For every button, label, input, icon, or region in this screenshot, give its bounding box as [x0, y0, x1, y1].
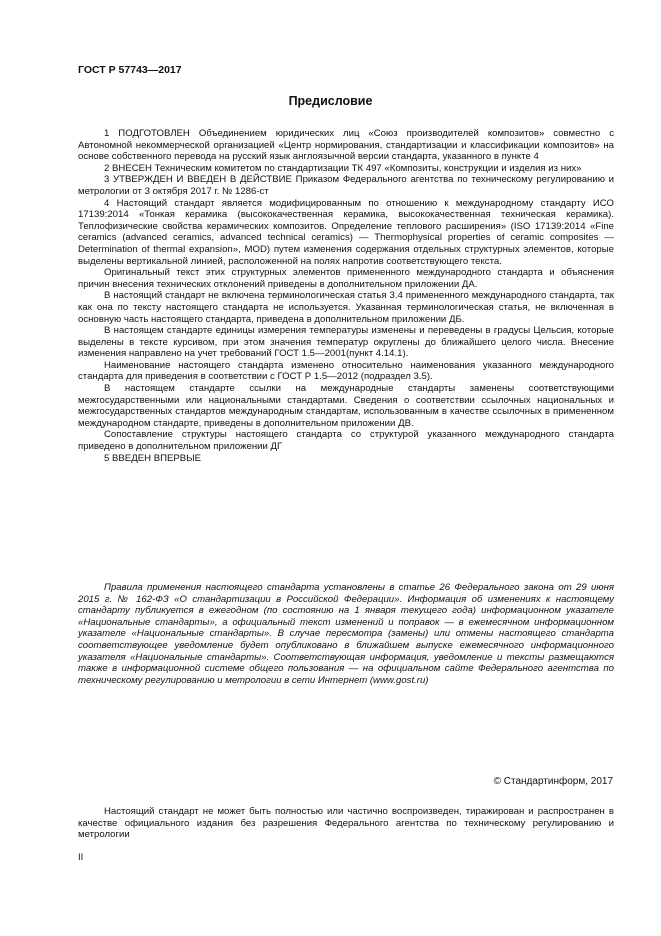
page-number: II: [78, 852, 84, 863]
paragraph-4-name: Наименование настоящего стандарта изменено относительно наименования указанного международного стандарта для приведения в соответствии с ГОСТ Р 1.5—2012 (подраздел 3.5).: [78, 359, 614, 383]
paragraph-3: 3 УТВЕРЖДЕН И ВВЕДЕН В ДЕЙСТВИЕ Приказом Федерального агентства по техническому регулированию и метрологии от 3 октября 2017 г. № 1286-ст: [78, 174, 614, 197]
paragraph-4-units: В настоящем стандарте единицы измерения температуры изменены и переведены в градусы Цельсия, которые выделены в тексте курсивом, при этом значения температур округлены до ближайшего целого числа. Внесение изменения направлено на учет требований ГОСТ 1.5—2001(пункт 4.14.1).: [78, 325, 614, 360]
paragraph-1: 1 ПОДГОТОВЛЕН Объединением юридических лиц «Союз производителей композитов» совместно с Автономной некоммерческой организацией «Центр нормирования, стандартизации и классификации композитов» на основе собственного перевода на русский язык англоязычной версии стандарта, указанного в пункте 4: [78, 128, 614, 163]
paragraph-4-original-text: Оригинальный текст этих структурных элементов примененного международного стандарта и объяснения причин внесения технических отклонений приведены в дополнительном приложении ДА.: [78, 267, 614, 290]
foreword-body: [78, 128, 614, 464]
copyright: © Стандартинформ, 2017: [493, 776, 613, 787]
document-id: ГОСТ Р 57743—2017: [78, 64, 182, 76]
reproduction-notice: [78, 806, 614, 841]
paragraph-4-terminology: В настоящий стандарт не включена терминологическая статья 3.4 примененного международного стандарта, так как она по тексту настоящего стандарта не используется. Указанная терминологическая статья, не включенная в основную часть настоящего стандарта, приведена в дополнительном приложении ДБ.: [78, 290, 614, 325]
paragraph-4: 4 Настоящий стандарт является модифицированным по отношению к международному стандарту ИСО 17139:2014 «Тонкая керамика (высококачественная керамика, высококачественная техническая керамика). Теплофизические свойства керамических композитов. Определение теплового расширения» (ISO 17139:2014 «Fine ceramics (advanced ceramics, advanced technical ceramics) — Thermophysical properties of ceramic composites — Determination of thermal expansion», MOD) путем изменения содержания отдельных структурных элементов, которые выделены вертикальной линией, расположенной на полях напротив соответствующего текста.: [78, 197, 614, 267]
notice-text: Правила применения настоящего стандарта установлены в статье 26 Федерального закона от 29 июня 2015 г. № 162-ФЗ «О стандартизации в Российской Федерации». Информация об изменениях к настоящему стандарту публикуется в ежегодном (по состоянию на 1 января текущего года) информационном указателе «Национальные стандарты», а официальный текст изменений и поправок — в ежемесячном информационном указателе «Национальные стандарты». В случае пересмотра (замены) или отмены настоящего стандарта соответствующее уведомление будет опубликовано в ближайшем выпуске ежемесячного информационного указателя «Национальные стандарты». Соответствующая информация, уведомление и тексты размещаются также в информационной системе общего пользования — на официальном сайте Федерального агентства по техническому регулированию и метрологии в сети Интернет (www.gost.ru): [78, 582, 614, 686]
reproduction-text: Настоящий стандарт не может быть полностью или частично воспроизведен, тиражирован и распространен в качестве официального издания без разрешения Федерального агентства по техническому регулированию и метрологии: [78, 806, 614, 841]
section-title: Предисловие: [288, 94, 373, 108]
paragraph-4-structure: Сопоставление структуры настоящего стандарта со структурой указанного международного стандарта приведено в дополнительном приложении ДГ: [78, 429, 614, 453]
paragraph-5: 5 ВВЕДЕН ВПЕРВЫЕ: [104, 452, 202, 464]
paragraph-2: 2 ВНЕСЕН Техническим комитетом по стандартизации ТК 497 «Композиты, конструкции и изделия из них»: [104, 162, 582, 174]
paragraph-4-references: В настоящем стандарте ссылки на международные стандарты заменены соответствующими межгосударственными или национальными стандартами. Сведения о соответствии ссылочных национальных и межгосударственных стандартов международным стандартам, использованным в качестве ссылочных в примененном международном стандарте, приведены в дополнительном приложении ДВ.: [78, 383, 614, 429]
application-rules-notice: [78, 582, 614, 686]
